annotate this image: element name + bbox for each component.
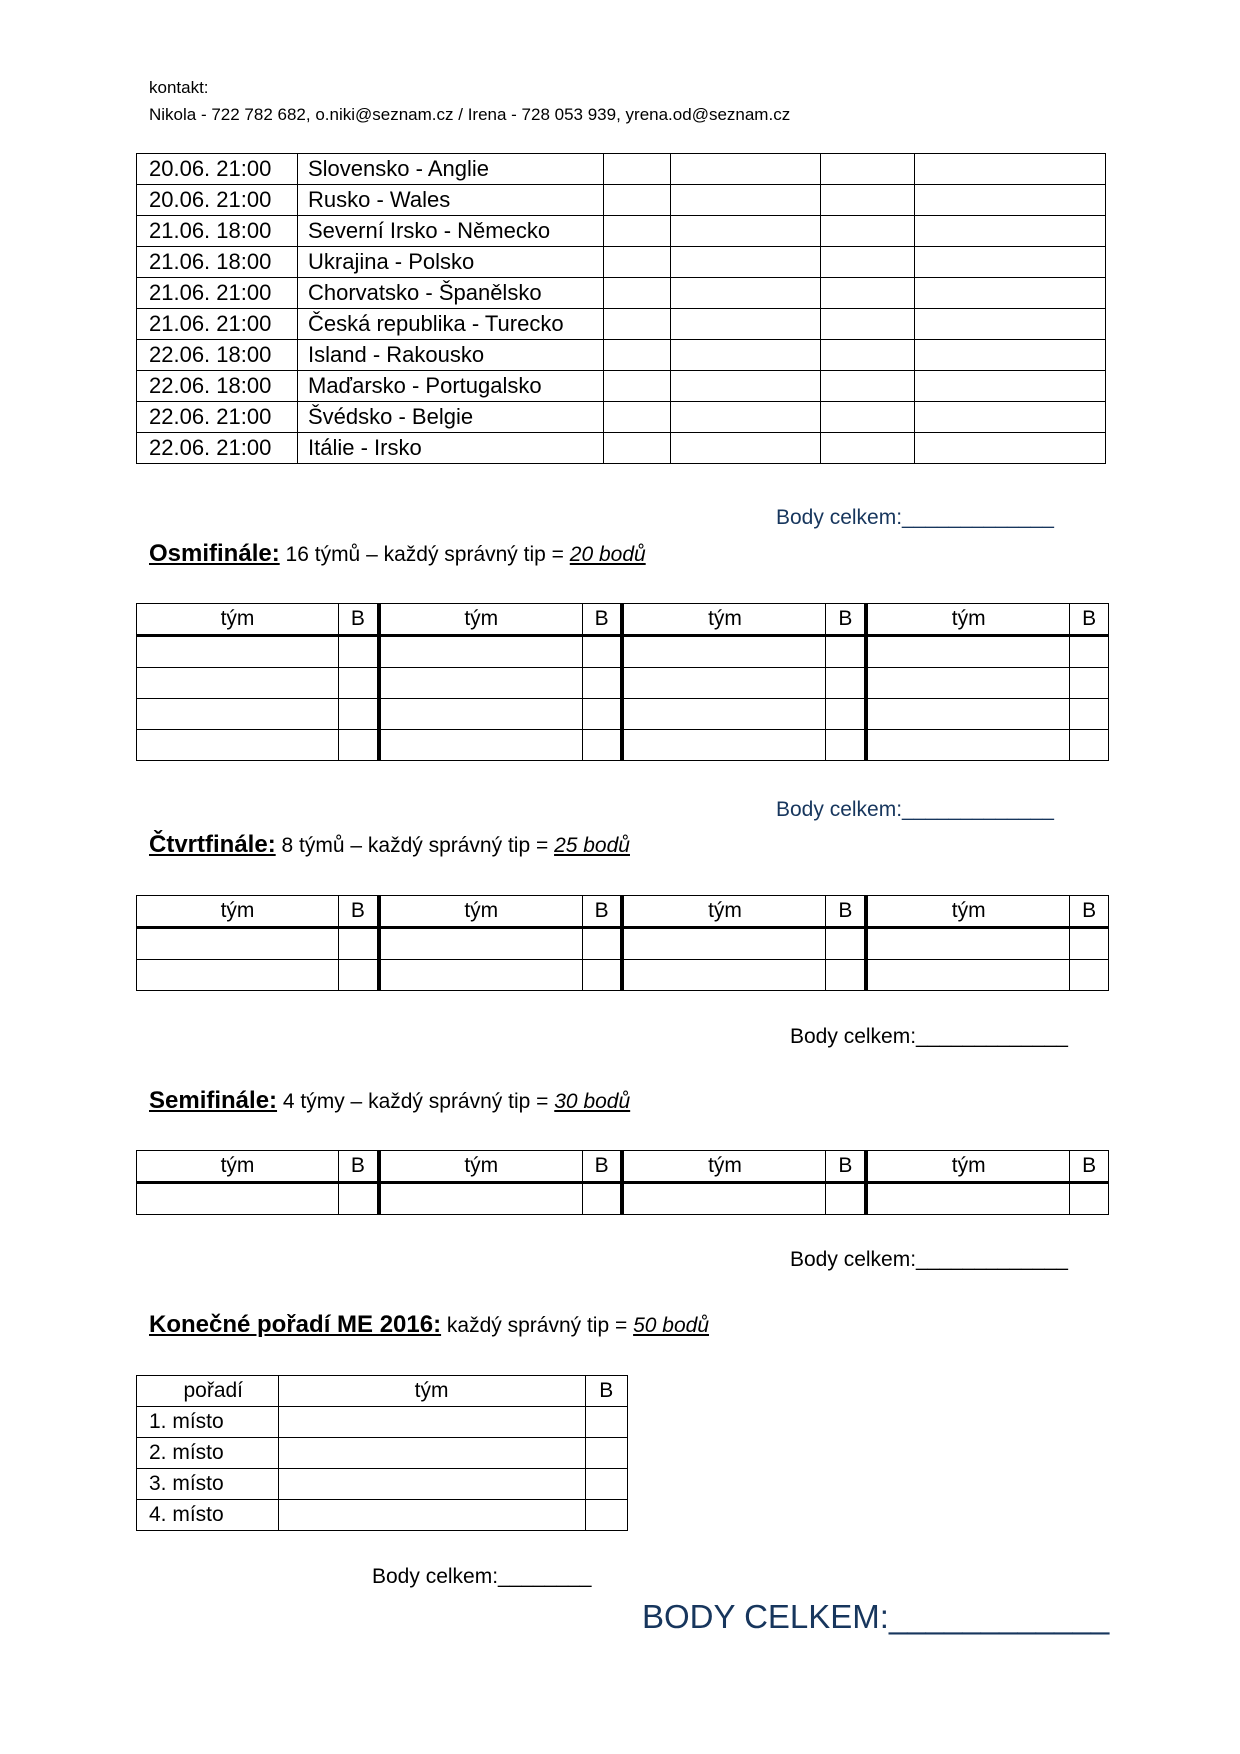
final-place: 1. místo (137, 1407, 279, 1438)
final-team-cell[interactable] (278, 1438, 585, 1469)
col-team: tým (622, 604, 826, 636)
col-b: B (582, 1151, 622, 1183)
match-row (137, 433, 1106, 464)
col-b: B (826, 604, 866, 636)
match-name: Chorvatsko - Španělsko (298, 278, 604, 309)
col-b: B (339, 604, 379, 636)
col-team: tým (137, 896, 339, 928)
team-cell[interactable] (866, 1183, 1070, 1215)
match-name: Severní Irsko - Německo (298, 216, 604, 247)
b-cell[interactable] (1070, 730, 1109, 761)
semifinale-desc: 4 týmy – každý správný tip = (277, 1090, 555, 1113)
col-b: B (1070, 896, 1109, 928)
col-team: tým (379, 1151, 583, 1183)
final-col-place: pořadí (137, 1376, 279, 1407)
tip-cell[interactable] (604, 216, 671, 247)
b-cell[interactable] (582, 960, 622, 991)
match-row (137, 340, 1106, 371)
tip-cell[interactable] (604, 340, 671, 371)
team-cell[interactable] (622, 1183, 826, 1215)
final-points: 50 bodů (633, 1314, 710, 1337)
team-cell[interactable] (622, 730, 826, 761)
match-name: Island - Rakousko (298, 340, 604, 371)
b-cell[interactable] (826, 960, 866, 991)
col-b: B (582, 604, 622, 636)
b-cell[interactable] (826, 928, 866, 960)
col-team: tým (379, 896, 583, 928)
osmifinale-desc: 16 týmů – každý správný tip = (279, 543, 570, 566)
team-cell[interactable] (866, 636, 1070, 668)
result-cell[interactable] (671, 402, 821, 433)
team-cell[interactable] (622, 699, 826, 730)
b-cell[interactable] (1070, 928, 1109, 960)
table-row (137, 699, 1109, 730)
table-row (137, 960, 1109, 991)
osmifinale-body-total: Body celkem:_____________ (776, 798, 1054, 821)
points-cell[interactable] (821, 433, 915, 464)
result-cell[interactable] (671, 278, 821, 309)
note-cell[interactable] (915, 371, 1106, 402)
team-cell[interactable] (379, 928, 583, 960)
match-date: 22.06. 18:00 (137, 371, 298, 402)
team-cell[interactable] (866, 668, 1070, 699)
team-cell[interactable] (866, 730, 1070, 761)
points-cell[interactable] (821, 247, 915, 278)
final-row (137, 1500, 628, 1531)
tip-cell[interactable] (604, 433, 671, 464)
final-b-cell[interactable] (585, 1438, 627, 1469)
result-cell[interactable] (671, 433, 821, 464)
points-cell[interactable] (821, 402, 915, 433)
ctvrtfinale-table (136, 895, 1109, 991)
b-cell[interactable] (339, 1183, 379, 1215)
ctvrtfinale-heading (149, 831, 630, 859)
final-col-team: tým (278, 1376, 585, 1407)
note-cell[interactable] (915, 185, 1106, 216)
match-row (137, 371, 1106, 402)
final-row (137, 1407, 628, 1438)
team-cell[interactable] (137, 960, 339, 991)
team-cell[interactable] (137, 730, 339, 761)
team-cell[interactable] (379, 1183, 583, 1215)
match-name: Rusko - Wales (298, 185, 604, 216)
semifinale-body-total: Body celkem:_____________ (790, 1248, 1068, 1271)
points-cell[interactable] (821, 340, 915, 371)
contact-label: kontakt: (149, 78, 209, 97)
col-b: B (339, 896, 379, 928)
match-name: Česká republika - Turecko (298, 309, 604, 340)
col-b: B (826, 896, 866, 928)
b-cell[interactable] (339, 730, 379, 761)
match-date: 22.06. 21:00 (137, 402, 298, 433)
b-cell[interactable] (582, 1183, 622, 1215)
points-cell[interactable] (821, 278, 915, 309)
col-team: tým (866, 604, 1070, 636)
osmifinale-heading (149, 540, 646, 568)
b-cell[interactable] (1070, 960, 1109, 991)
contact-line: Nikola - 722 782 682, o.niki@seznam.cz / Irena - 728 053 939, yrena.od@seznam.cz (149, 105, 791, 124)
match-row (137, 402, 1106, 433)
note-cell[interactable] (915, 309, 1106, 340)
col-b: B (339, 1151, 379, 1183)
result-cell[interactable] (671, 247, 821, 278)
group-body-total: Body celkem:_____________ (776, 506, 1054, 529)
osmifinale-points: 20 bodů (569, 543, 646, 566)
match-name: Itálie - Irsko (298, 433, 604, 464)
ctvrtfinale-desc: 8 týmů – každý správný tip = (275, 834, 555, 857)
team-cell[interactable] (866, 960, 1070, 991)
match-row (137, 185, 1106, 216)
col-team: tým (137, 604, 339, 636)
match-name: Ukrajina - Polsko (298, 247, 604, 278)
b-cell[interactable] (339, 699, 379, 730)
points-cell[interactable] (821, 154, 915, 185)
team-cell[interactable] (379, 699, 583, 730)
b-cell[interactable] (826, 1183, 866, 1215)
tip-cell[interactable] (604, 371, 671, 402)
match-row (137, 216, 1106, 247)
final-place: 3. místo (137, 1469, 279, 1500)
final-place: 2. místo (137, 1438, 279, 1469)
final-row (137, 1469, 628, 1500)
col-team: tým (866, 1151, 1070, 1183)
final-team-cell[interactable] (278, 1500, 585, 1531)
note-cell[interactable] (915, 340, 1106, 371)
col-b: B (582, 896, 622, 928)
table-row (137, 730, 1109, 761)
team-cell[interactable] (379, 636, 583, 668)
result-cell[interactable] (671, 371, 821, 402)
final-col-b: B (585, 1376, 627, 1407)
points-cell[interactable] (821, 216, 915, 247)
b-cell[interactable] (1070, 636, 1109, 668)
note-cell[interactable] (915, 247, 1106, 278)
team-cell[interactable] (866, 928, 1070, 960)
team-cell[interactable] (622, 636, 826, 668)
match-date: 21.06. 21:00 (137, 278, 298, 309)
match-name: Maďarsko - Portugalsko (298, 371, 604, 402)
b-cell[interactable] (339, 668, 379, 699)
matches-table (136, 153, 1106, 464)
result-cell[interactable] (671, 154, 821, 185)
b-cell[interactable] (582, 928, 622, 960)
table-row (137, 636, 1109, 668)
tip-cell[interactable] (604, 154, 671, 185)
b-cell[interactable] (1070, 668, 1109, 699)
result-cell[interactable] (671, 340, 821, 371)
note-cell[interactable] (915, 278, 1106, 309)
note-cell[interactable] (915, 154, 1106, 185)
b-cell[interactable] (826, 699, 866, 730)
final-desc: každý správný tip = (441, 1314, 634, 1337)
final-row (137, 1438, 628, 1469)
result-cell[interactable] (671, 216, 821, 247)
match-row (137, 247, 1106, 278)
team-cell[interactable] (137, 699, 339, 730)
team-cell[interactable] (137, 668, 339, 699)
col-team: tým (137, 1151, 339, 1183)
final-title: Konečné pořadí ME 2016: (149, 1311, 442, 1338)
grand-total: BODY CELKEM:____________ (642, 1598, 1110, 1635)
result-cell[interactable] (671, 185, 821, 216)
match-name: Švédsko - Belgie (298, 402, 604, 433)
osmifinale-table (136, 603, 1109, 761)
match-row (137, 278, 1106, 309)
team-cell[interactable] (622, 960, 826, 991)
ctvrtfinale-title: Čtvrtfinále: (149, 831, 276, 858)
b-cell[interactable] (582, 699, 622, 730)
ctvrtfinale-body-total: Body celkem:_____________ (790, 1025, 1068, 1048)
result-cell[interactable] (671, 309, 821, 340)
b-cell[interactable] (826, 668, 866, 699)
tip-cell[interactable] (604, 309, 671, 340)
contact-block (149, 74, 790, 128)
match-date: 22.06. 21:00 (137, 433, 298, 464)
table-row (137, 1183, 1109, 1215)
final-b-cell[interactable] (585, 1500, 627, 1531)
note-cell[interactable] (915, 216, 1106, 247)
match-date: 20.06. 21:00 (137, 154, 298, 185)
tip-cell[interactable] (604, 185, 671, 216)
b-cell[interactable] (339, 928, 379, 960)
semifinale-table (136, 1150, 1109, 1215)
team-cell[interactable] (137, 636, 339, 668)
team-cell[interactable] (137, 1183, 339, 1215)
b-cell[interactable] (582, 668, 622, 699)
points-cell[interactable] (821, 309, 915, 340)
final-ranking-table (136, 1375, 628, 1531)
match-date: 21.06. 18:00 (137, 216, 298, 247)
match-date: 20.06. 21:00 (137, 185, 298, 216)
final-b-cell[interactable] (585, 1469, 627, 1500)
match-date: 21.06. 21:00 (137, 309, 298, 340)
col-b: B (826, 1151, 866, 1183)
col-team: tým (622, 1151, 826, 1183)
b-cell[interactable] (826, 730, 866, 761)
final-body-total: Body celkem:________ (372, 1565, 592, 1588)
table-row (137, 928, 1109, 960)
b-cell[interactable] (1070, 699, 1109, 730)
semifinale-heading (149, 1087, 630, 1115)
note-cell[interactable] (915, 433, 1106, 464)
match-name: Slovensko - Anglie (298, 154, 604, 185)
team-cell[interactable] (379, 730, 583, 761)
col-team: tým (622, 896, 826, 928)
team-cell[interactable] (622, 668, 826, 699)
tip-cell[interactable] (604, 278, 671, 309)
final-b-cell[interactable] (585, 1407, 627, 1438)
points-cell[interactable] (821, 371, 915, 402)
tip-cell[interactable] (604, 247, 671, 278)
points-cell[interactable] (821, 185, 915, 216)
final-team-cell[interactable] (278, 1469, 585, 1500)
match-date: 22.06. 18:00 (137, 340, 298, 371)
match-row (137, 154, 1106, 185)
table-row (137, 668, 1109, 699)
final-heading (149, 1311, 709, 1339)
semifinale-title: Semifinále: (149, 1087, 278, 1114)
note-cell[interactable] (915, 402, 1106, 433)
col-team: tým (379, 604, 583, 636)
col-team: tým (866, 896, 1070, 928)
b-cell[interactable] (582, 730, 622, 761)
tip-cell[interactable] (604, 402, 671, 433)
final-place: 4. místo (137, 1500, 279, 1531)
team-cell[interactable] (379, 960, 583, 991)
col-b: B (1070, 1151, 1109, 1183)
b-cell[interactable] (339, 960, 379, 991)
semifinale-points: 30 bodů (554, 1090, 631, 1113)
team-cell[interactable] (137, 928, 339, 960)
osmifinale-title: Osmifinále: (149, 540, 280, 567)
col-b: B (1070, 604, 1109, 636)
b-cell[interactable] (582, 636, 622, 668)
final-team-cell[interactable] (278, 1407, 585, 1438)
match-date: 21.06. 18:00 (137, 247, 298, 278)
b-cell[interactable] (826, 636, 866, 668)
team-cell[interactable] (622, 928, 826, 960)
ctvrtfinale-points: 25 bodů (554, 834, 630, 857)
team-cell[interactable] (379, 668, 583, 699)
b-cell[interactable] (1070, 1183, 1109, 1215)
match-row (137, 309, 1106, 340)
b-cell[interactable] (339, 636, 379, 668)
team-cell[interactable] (866, 699, 1070, 730)
